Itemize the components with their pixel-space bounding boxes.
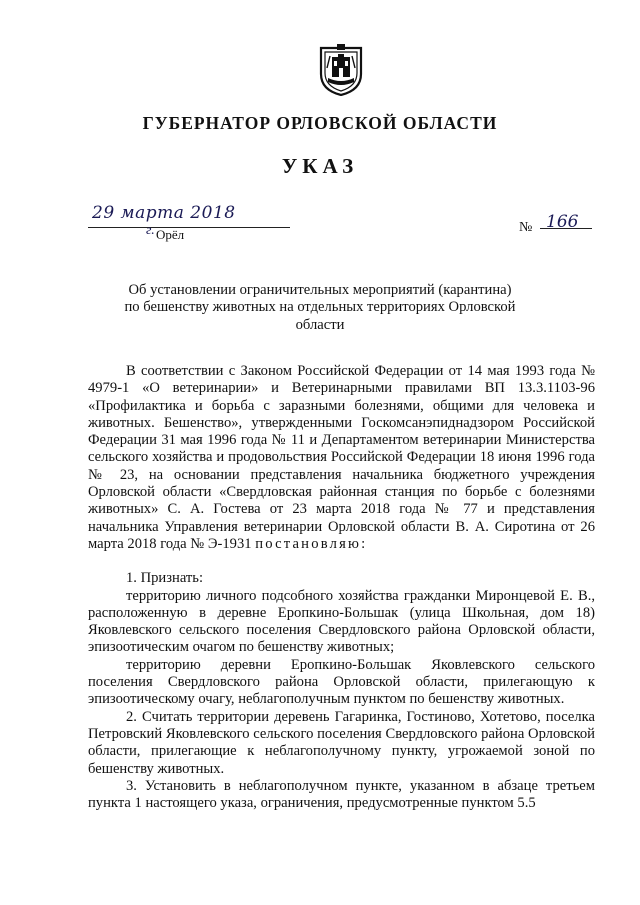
issuing-authority-heading: ГУБЕРНАТОР ОРЛОВСКОЙ ОБЛАСТИ [142, 113, 498, 133]
handwritten-date: 29 марта 2018 [92, 203, 236, 223]
item-paragraph: территорию личного подсобного хозяйства гражданки Миронцевой Е. В., расположенную в деревне Еропкино-Большак (улица Школьная, дом 18) Яковлевского сельского поселения Свердловского района Орловской области, эпизоотическим очагом по бешенству животных; [88, 587, 595, 656]
decree-subject: Об установлении ограничительных мероприятий (карантина) по бешенству животных на отдельных территориях Орловской области [124, 282, 516, 333]
item-paragraph: 3. Установить в неблагополучном пункте, указанном в абзаце третьем пункта 1 настоящего указа, ограничения, предусмотренные пунктом 5.5 [88, 777, 595, 812]
handwritten-number: 166 [546, 212, 579, 232]
coat-of-arms-emblem [318, 44, 364, 96]
place-prefix: г. [146, 223, 155, 238]
item-paragraph: 1. Признать: [126, 570, 204, 587]
preamble-paragraph [88, 363, 595, 553]
place-name: Орёл [156, 227, 185, 242]
item-paragraph: территорию деревни Еропкино-Большак Яковлевского сельского поселения Свердловского района Орловской области, прилегающую к эпизоотическому очагу, неблагополучным пунктом по бешенству животных. [88, 656, 595, 708]
item-paragraph: 2. Считать территории деревень Гагаринка, Гостиново, Хотетово, поселка Петровский Яковлевского сельского поселения Свердловского района Орловской области, прилегающие к неблагополучному пункту, угрожаемой зоной по бешенству животных. [88, 708, 595, 777]
decree-word: постановляю: [255, 535, 368, 552]
number-label: № [519, 220, 533, 235]
decree-body [88, 363, 595, 812]
document-type-heading: УКАЗ [281, 154, 359, 178]
preamble-text: В соответствии с Законом Российской Федерации от 14 мая 1993 года № 4979-1 «О ветеринарии» и Ветеринарными правилами ВП 13.3.1103-96 «Профилактика и борьба с заразными болезнями, общими для человека и животных. Бешенство», утвержденными Госкомсанэпиднадзором Российской Федерации 31 мая 1996 года № 11 и Департаментом ветеринарии Министерства сельского хозяйства и продовольствия Российской Федерации 18 июня 1996 года № 23, на основании представления начальника бюджетного учреждения Орловской области «Свердловская районная станция по борьбе с болезнями животных» С. А. Гостева от 23 марта 2018 года № 77 и представления начальника Управления ветеринарии Орловской области В. А. Сиротина от 26 марта 2018 года № Э-1931 [88, 363, 595, 552]
